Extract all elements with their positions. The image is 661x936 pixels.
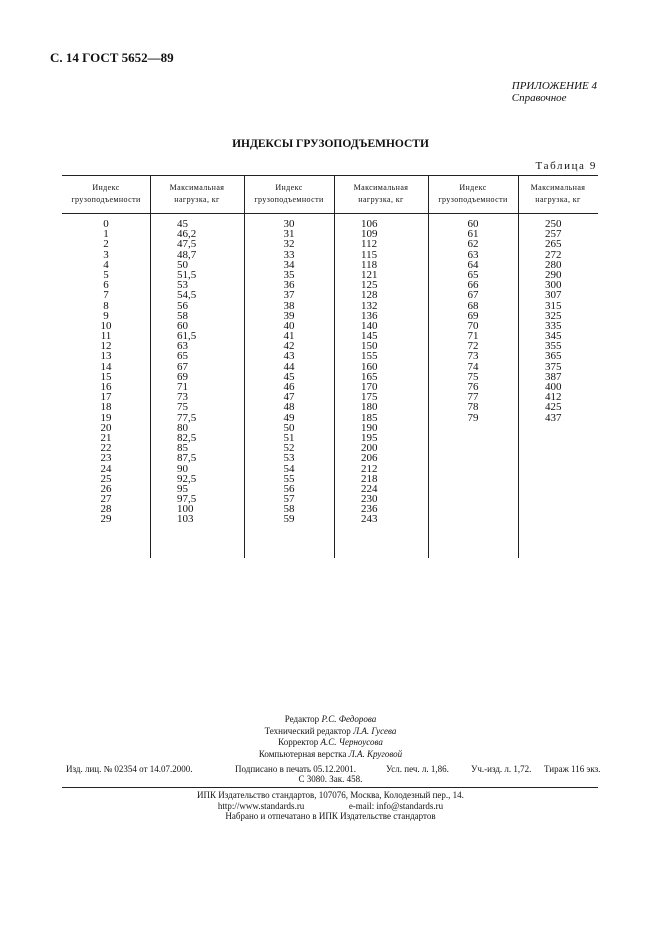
- table-cell: 106: [361, 218, 378, 230]
- table-cell: 425: [545, 401, 562, 414]
- table-cell: 14: [100, 360, 112, 373]
- column-values: [244, 213, 334, 525]
- table-cell: 59: [283, 513, 295, 526]
- publisher-website[interactable]: http://www.standards.ru: [217, 800, 305, 811]
- table-cell: 66: [467, 279, 479, 292]
- table-cell: 115: [361, 248, 378, 261]
- table-cell: 82,5: [177, 431, 197, 444]
- table-cell: 61,5: [177, 330, 197, 343]
- table-cell: 13: [100, 350, 112, 363]
- column-header-line: грузоподъемности: [71, 195, 141, 204]
- column-header-line: грузоподъемности: [254, 195, 324, 204]
- table-cell: 45: [283, 370, 295, 383]
- table-cell: 46,2: [177, 228, 197, 241]
- column-values: [334, 213, 428, 525]
- signed-date: Подписано в печать 05.12.2001.: [235, 764, 357, 774]
- print-sheets: Усл. печ. л. 1,86.: [386, 764, 449, 774]
- table-cell: 68: [467, 299, 479, 312]
- table-cell: 5: [103, 268, 109, 281]
- load-index-column: [244, 175, 334, 558]
- table-cell: 36: [283, 279, 295, 292]
- table-cell: 38: [283, 299, 295, 312]
- table-cell: 125: [361, 279, 378, 292]
- column-values: [428, 213, 518, 423]
- table-cell: 73: [177, 391, 188, 404]
- table-cell: 53: [177, 279, 188, 292]
- table-cell: 170: [361, 381, 378, 393]
- table-cell: 80: [177, 421, 188, 434]
- table-cell: 51,5: [177, 268, 197, 281]
- table-cell: 224: [361, 482, 378, 495]
- table-cell: 7: [103, 289, 109, 302]
- table-cell: 412: [545, 391, 562, 404]
- table-cell: 230: [361, 493, 378, 506]
- table-cell: 3: [103, 248, 109, 261]
- table-cell: 272: [545, 248, 562, 261]
- table-cell: 10: [100, 319, 112, 332]
- table-cell: 60: [177, 319, 188, 332]
- table-cell: 12: [100, 340, 112, 353]
- table-cell: 52: [283, 442, 295, 455]
- table-cell: 62: [467, 238, 479, 251]
- table-cell: 60: [467, 218, 479, 230]
- table-cell: 100: [177, 503, 194, 516]
- table-cell: 92,5: [177, 472, 197, 485]
- publisher-contacts: [0, 801, 661, 812]
- max-load-column: [150, 175, 244, 558]
- table-cell: 21: [100, 431, 112, 444]
- table-cell: 35: [283, 268, 295, 281]
- table-cell: 56: [177, 299, 188, 312]
- table-cell: 128: [361, 289, 378, 302]
- table-cell: 180: [361, 401, 378, 414]
- table-cell: 387: [545, 370, 562, 383]
- table-cell: 70: [467, 319, 479, 332]
- table-cell: 51: [283, 431, 295, 444]
- table-cell: 71: [177, 381, 188, 393]
- table-cell: 65: [177, 350, 188, 363]
- table-cell: 33: [283, 248, 295, 261]
- table-cell: 44: [283, 360, 295, 373]
- table-cell: 132: [361, 299, 378, 312]
- table-cell: 145: [361, 330, 378, 343]
- column-header: [334, 175, 428, 213]
- table-cell: 63: [177, 340, 188, 353]
- table-cell: 155: [361, 350, 378, 363]
- table-cell: 112: [361, 238, 378, 251]
- table-cell: 77,5: [177, 411, 197, 424]
- column-header-line: нагрузка, кг: [358, 195, 404, 204]
- table-cell: 300: [545, 279, 562, 292]
- table-cell: 27: [100, 493, 112, 506]
- footer-rule: [62, 787, 598, 788]
- publisher-print-note: Набрано и отпечатано в ИПК Издательстве стандартов: [225, 811, 436, 821]
- table-cell: 28: [100, 503, 112, 516]
- table-cell: 121: [361, 268, 378, 281]
- table-cell: 41: [283, 330, 295, 343]
- table-cell: 8: [103, 299, 109, 312]
- credit-layout: Компьютерная верстка Л.А. Круговой: [258, 748, 403, 759]
- table-cell: 250: [545, 218, 562, 230]
- table-cell: 56: [283, 482, 295, 495]
- table-cell: 63: [467, 248, 479, 261]
- column-header-line: Индекс: [92, 183, 120, 192]
- load-index-column: [62, 175, 150, 558]
- column-header-line: Максимальная: [169, 183, 225, 192]
- publ-sheets: Уч.-изд. л. 1,72.: [471, 764, 532, 774]
- column-header-line: нагрузка, кг: [174, 195, 220, 204]
- table-cell: 19: [100, 411, 112, 424]
- table-cell: 76: [467, 381, 479, 393]
- table-cell: 26: [100, 482, 112, 495]
- table-cell: 73: [467, 350, 479, 363]
- table-cell: 95: [177, 482, 188, 495]
- table-cell: 335: [545, 319, 562, 332]
- table-cell: 67: [177, 360, 188, 373]
- table-cell: 61: [467, 228, 479, 241]
- column-header-line: Максимальная: [530, 183, 586, 192]
- table-cell: 15: [100, 370, 112, 383]
- table-cell: 54,5: [177, 289, 197, 302]
- table-cell: 71: [467, 330, 479, 343]
- table-cell: 30: [283, 218, 295, 230]
- table-cell: 365: [545, 350, 562, 363]
- table-cell: 150: [361, 340, 378, 353]
- table-cell: 34: [283, 258, 295, 271]
- table-cell: 69: [177, 370, 188, 383]
- table-cell: 78: [467, 401, 479, 414]
- table-cell: 236: [361, 503, 378, 516]
- print-run: Тираж 116 экз.: [544, 764, 601, 774]
- table-cell: 37: [283, 289, 295, 302]
- annex-subtitle: Справочное: [511, 92, 567, 104]
- table-cell: 307: [545, 289, 562, 302]
- table-cell: 53: [283, 452, 295, 465]
- column-header-line: Индекс: [459, 183, 487, 192]
- table-cell: 257: [545, 228, 562, 241]
- table-cell: 140: [361, 319, 378, 332]
- column-header-line: грузоподъемности: [438, 195, 508, 204]
- table-cell: 25: [100, 472, 112, 485]
- table-cell: 45: [177, 218, 188, 230]
- column-header-line: нагрузка, кг: [535, 195, 581, 204]
- table-cell: 4: [103, 258, 109, 271]
- table-cell: 22: [100, 442, 112, 455]
- table-cell: 0: [103, 218, 109, 230]
- column-header: [150, 175, 244, 213]
- credit-proofreader: Корректор А.С. Черноусова: [278, 737, 383, 747]
- table-cell: 58: [283, 503, 295, 516]
- table-cell: 72: [467, 340, 479, 353]
- table-cell: 50: [283, 421, 295, 434]
- table-cell: 79: [467, 411, 479, 424]
- table-cell: 206: [361, 452, 378, 465]
- table-cell: 64: [467, 258, 479, 271]
- table-cell: 325: [545, 309, 562, 322]
- table-cell: 17: [100, 391, 112, 404]
- column-values: [62, 213, 150, 525]
- publisher-email[interactable]: e-mail: info@standards.ru: [348, 800, 444, 811]
- table-label: Таблица 9: [535, 160, 597, 172]
- table-cell: 65: [467, 268, 479, 281]
- table-cell: 280: [545, 258, 562, 271]
- table-cell: 18: [100, 401, 112, 414]
- table-cell: 87,5: [177, 452, 197, 465]
- table-cell: 103: [177, 513, 194, 526]
- table-cell: 69: [467, 309, 479, 322]
- document-title: ИНДЕКСЫ ГРУЗОПОДЪЕМНОСТИ: [232, 138, 429, 150]
- table-cell: 48: [283, 401, 295, 414]
- license-number: Изд. лиц. № 02354 от 14.07.2000.: [66, 764, 193, 774]
- table-cell: 32: [283, 238, 295, 251]
- column-header: [518, 175, 598, 213]
- table-cell: 54: [283, 462, 295, 475]
- max-load-column: [334, 175, 428, 558]
- table-cell: 40: [283, 319, 295, 332]
- table-cell: 75: [177, 401, 188, 414]
- load-index-column: [428, 175, 518, 558]
- table-cell: 39: [283, 309, 295, 322]
- column-header: [62, 175, 150, 213]
- table-cell: 437: [545, 411, 562, 424]
- table-cell: 265: [545, 238, 562, 251]
- page-header: С. 14 ГОСТ 5652—89: [50, 50, 174, 65]
- table-cell: 67: [467, 289, 479, 302]
- column-values: [150, 213, 244, 525]
- table-cell: 175: [361, 391, 378, 404]
- max-load-column: [518, 175, 598, 558]
- order-number: С 3080. Зак. 458.: [298, 774, 363, 784]
- credit-editor: Редактор Р.С. Федорова: [284, 714, 377, 724]
- table-cell: 23: [100, 452, 112, 465]
- table-cell: 1: [103, 228, 109, 241]
- table-cell: 355: [545, 340, 562, 353]
- column-values: [518, 213, 598, 423]
- publisher-block: [0, 790, 661, 822]
- table-cell: 190: [361, 421, 378, 434]
- publisher-address: ИПК Издательство стандартов, 107076, Москва, Колодезный пер., 14.: [197, 790, 464, 800]
- load-index-table: [62, 175, 598, 558]
- table-cell: 97,5: [177, 493, 197, 506]
- table-cell: 24: [100, 462, 112, 475]
- table-cell: 77: [467, 391, 479, 404]
- table-cell: 90: [177, 462, 188, 475]
- table-cell: 315: [545, 299, 562, 312]
- table-cell: 58: [177, 309, 188, 322]
- table-cell: 46: [283, 381, 295, 393]
- table-cell: 136: [361, 309, 378, 322]
- table-cell: 2: [103, 238, 109, 251]
- table-cell: 375: [545, 360, 562, 373]
- table-cell: 400: [545, 381, 562, 393]
- credit-tech-editor: Технический редактор Л.А. Гусева: [264, 725, 397, 736]
- table-cell: 74: [467, 360, 479, 373]
- table-cell: 109: [361, 228, 378, 241]
- column-header-line: Индекс: [275, 183, 303, 192]
- table-cell: 47,5: [177, 238, 197, 251]
- table-cell: 11: [100, 330, 112, 343]
- table-cell: 16: [100, 381, 112, 393]
- table-cell: 118: [361, 258, 378, 271]
- table-cell: 57: [283, 493, 295, 506]
- table-cell: 47: [283, 391, 295, 404]
- table-cell: 85: [177, 442, 188, 455]
- annex-block: [512, 80, 597, 104]
- table-cell: 9: [103, 309, 109, 322]
- table-cell: 48,7: [177, 248, 197, 261]
- column-header-line: Максимальная: [353, 183, 409, 192]
- table-cell: 49: [283, 411, 295, 424]
- annex-title: ПРИЛОЖЕНИЕ 4: [511, 80, 597, 92]
- table-cell: 290: [545, 268, 562, 281]
- table-cell: 195: [361, 431, 378, 444]
- table-cell: 6: [103, 279, 109, 292]
- table-cell: 75: [467, 370, 479, 383]
- table-cell: 50: [177, 258, 188, 271]
- table-cell: 218: [361, 472, 378, 485]
- column-header: [428, 175, 518, 213]
- table-cell: 31: [283, 228, 295, 241]
- table-cell: 165: [361, 370, 378, 383]
- table-cell: 160: [361, 360, 378, 373]
- table-cell: 55: [283, 472, 295, 485]
- table-cell: 42: [283, 340, 295, 353]
- table-cell: 20: [100, 421, 112, 434]
- table-cell: 243: [361, 513, 378, 526]
- table-cell: 29: [100, 513, 112, 526]
- table-cell: 212: [361, 462, 378, 475]
- table-cell: 185: [361, 411, 378, 424]
- table-cell: 345: [545, 330, 562, 343]
- table-cell: 43: [283, 350, 295, 363]
- credits-block: [0, 714, 661, 760]
- column-header: [244, 175, 334, 213]
- table-cell: 200: [361, 442, 378, 455]
